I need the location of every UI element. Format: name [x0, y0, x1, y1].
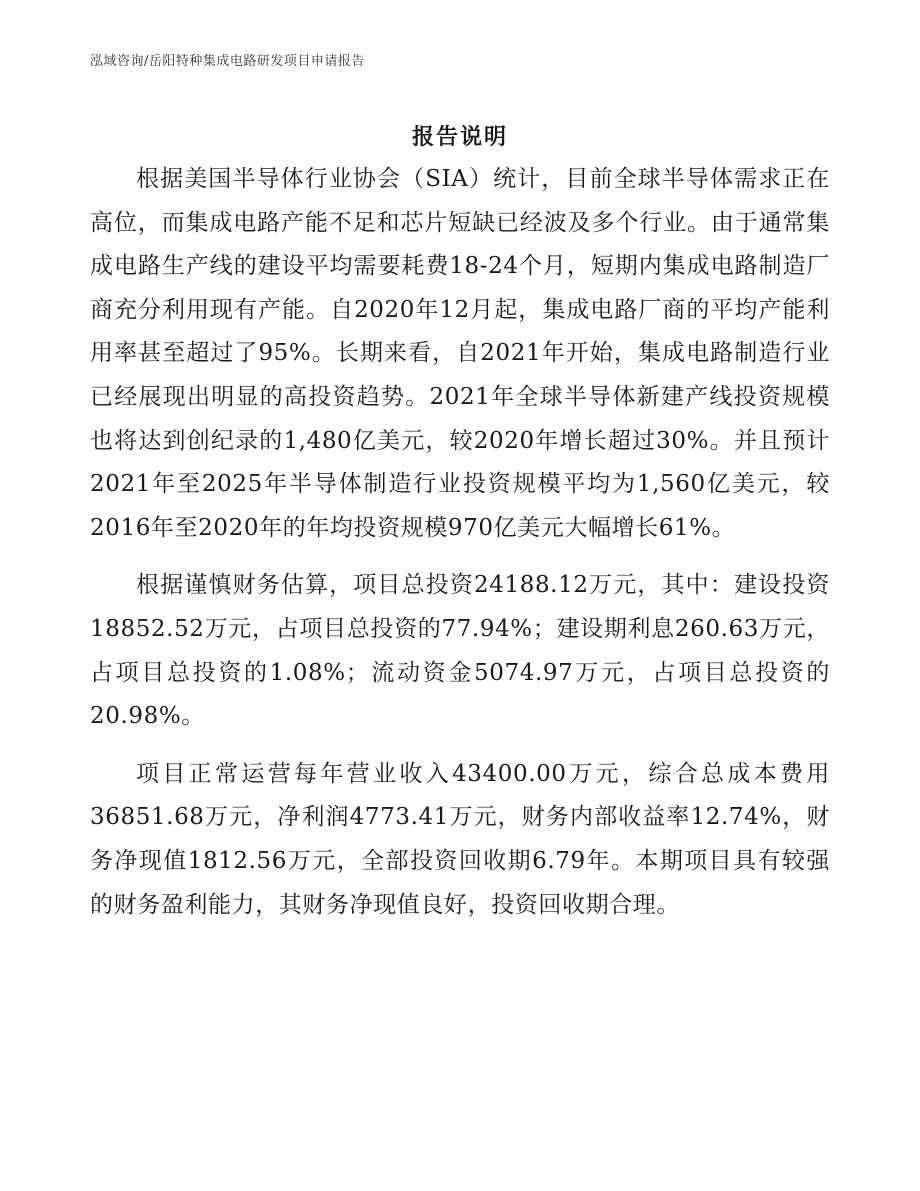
section-title: 报告说明 [411, 125, 508, 150]
paragraph-industry-background: 根据美国半导体行业协会（SIA）统计，目前全球半导体需求正在高位，而集成电路产能不足和芯片短缺已经波及多个行业。由于通常集成电路生产线的建设平均需要耗费18-24个月，短期内集成电路制造厂商充分利用现有产能。自2020年12月起，集成电路厂商的平均产能利用率甚至超过了95%。长期来看，自2021年开始，集成电路制造行业已经展现出明显的高投资趋势。2021年全球半导体新建产线投资规模也将达到创纪录的1,480亿美元，较2020年增长超过30%。并且预计2021年至2025年半导体制造行业投资规模平均为1,560亿美元，较2016年至2020年的年均投资规模970亿美元大幅增长61%。 [90, 166, 830, 541]
paragraph-investment-estimate: 根据谨慎财务估算，项目总投资24188.12万元，其中：建设投资18852.52万元，占项目总投资的77.94%；建设期利息260.63万元，占项目总投资的1.08%；流动资金5074.97万元，占项目总投资的20.98%。 [90, 572, 830, 730]
running-header: 泓域咨询/岳阳特种集成电路研发项目申请报告 [90, 54, 365, 69]
paragraph-financial-returns: 项目正常运营每年营业收入43400.00万元，综合总成本费用36851.68万元，净利润4773.41万元，财务内部收益率12.74%，财务净现值1812.56万元，全部投资回收期6.79年。本期项目具有较强的财务盈利能力，其财务净现值良好，投资回收期合理。 [90, 760, 830, 918]
document-body [90, 158, 830, 927]
